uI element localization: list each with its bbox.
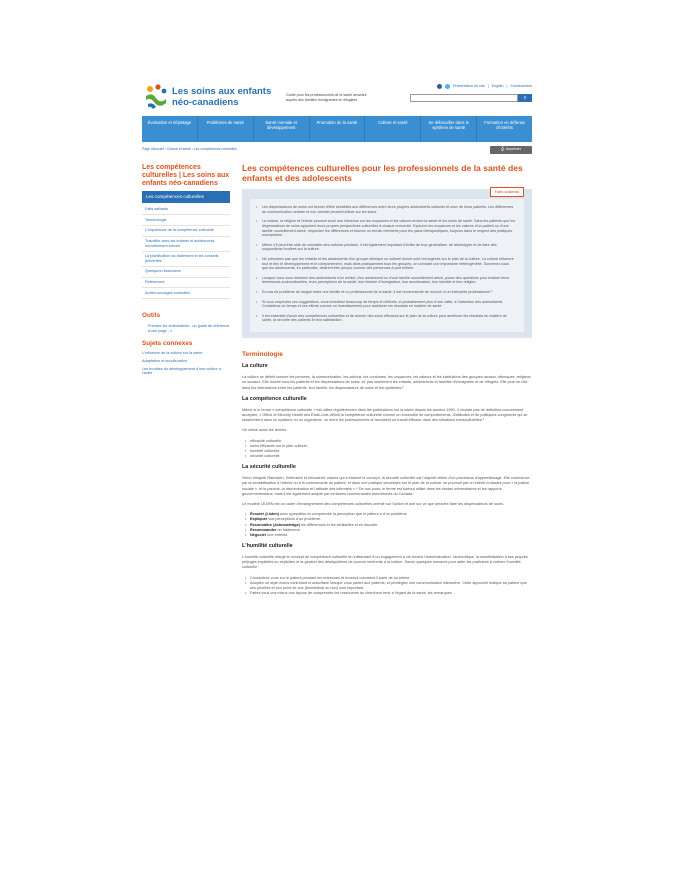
highlight-item: • La culture, la religion et l'ethnie peuvent avoir une influence sur les croyances et les valeurs envers la santé et les soins de santé. Sans les patients que les dispensateurs de soins apportent leurs propres perspectives culturelles à chaque rencontre. Explorez les croyances et les valeurs d'un patient ou d'une famille nouvellement arrivé, respectez les différences et trouvez un terrain d'entente pour les plans thérapeutiques, toujours dans le respect des pratiques exemplaires. [262, 219, 516, 237]
related-link-culture-health[interactable]: L'influence de la culture sur la santé [142, 351, 203, 356]
list-item [250, 533, 532, 538]
site-logo-text[interactable] [172, 86, 271, 108]
page [142, 80, 532, 596]
highlight-item: • En cas de problème de langue entre une famille et un professionnel de la santé, il est recommandé de recourir à un interprète professionnel.¹ [262, 290, 516, 295]
sidebar-item-highlights[interactable]: Faits saillants [142, 205, 230, 216]
sidebar-item-resources[interactable]: Quelques ressources [142, 267, 230, 278]
highlight-item: • Ne présumez pas que les enfants et les adolescents d'un groupe ethnique ou culturel donné sont homogènes sur le plan de la culture. La culture influence tout et lien le développement et le comportement, mais dans pratiquement tous les groupes, on constate une importante hétérogénéité. Souvenez-vous que les adolescents, en particulier, désirent être perçus comme des personnes à part entière. [262, 257, 516, 271]
competence-heading: La compétence culturelle [242, 395, 307, 402]
nav-item-culture-health[interactable]: Culture et santé [365, 116, 421, 142]
list-item: • Adoptez un style moins contrôlant et autoritaire lorsque vous parlez aux patients, et privilégiez une communication interactive. Cette approche indique au patient que ses priorités et son point de vue (biomédical ou non) sont important. [250, 581, 532, 591]
print-label: Imprimer [506, 147, 522, 152]
terminology-heading: Terminologie [242, 350, 283, 358]
search-button[interactable] [518, 94, 532, 102]
competence-paragraph: Même si le terme « compétence culturelle » est utilisé régulièrement dans les publications sur la santé depuis les années 1990, il n'existe pas de définition couramment acceptée. L'Office of Minority Health des États-Unis définit la compétence culturelle comme un ensemble de comportements, d'attitudes et de politiques congruents qui se rassemblent dans un système ou un organisme, ou entre les professionnels et favorisent un travail efficace dans des situations transculturelles.³ [242, 407, 528, 423]
nav-item-health-promotion[interactable]: Promotion de la santé [310, 116, 366, 142]
learn-value: vos perceptions d'un problème. [267, 517, 322, 522]
english-link[interactable]: English [491, 84, 504, 88]
logo-line-2: néo-canadiens [172, 97, 239, 108]
separator: | [487, 84, 489, 88]
related-link-acculturation[interactable]: Adaptation et acculturation [142, 359, 187, 364]
humility-heading: L'humilité culturelle [242, 543, 293, 550]
sidebar [142, 164, 230, 376]
separator: | [506, 84, 508, 88]
facebook-icon[interactable] [437, 84, 442, 89]
search-icon: ⚲ [523, 95, 527, 101]
sidebar-item-importance[interactable]: L'importance de la compétence culturelle [142, 226, 230, 237]
tools-heading: Outils [142, 311, 161, 319]
sidebar-item-treatment-planning[interactable]: La planification du traitement et les conseils préventifs [142, 252, 230, 267]
humility-list [250, 576, 532, 597]
nav-item-advocacy[interactable]: Formation en défense d'intérêts [484, 120, 525, 130]
print-button[interactable] [490, 146, 532, 154]
safety-heading: La sécurité culturelle [242, 464, 296, 471]
terms-intro: On utilise aussi les termes : [242, 428, 289, 433]
highlights-tab: Faits saillants [490, 187, 524, 197]
learn-value: une entente. [266, 532, 289, 537]
main-content [242, 164, 532, 601]
culture-paragraph: La culture se définit comme les pensées, la communication, les actions, les coutumes, les croyances, les valeurs et les institutions des groupes raciaux, ethniques, religieux ou sociaux. Elle touche tous les patients et les dispensateurs de soins, et, pas seulement les enfants, adolescents et familles d'immigrants et de réfugiés. Elle joue un rôle dans les interactions entre les patients, leur famille, les dispensateurs de soins et les systèmes.² [242, 375, 531, 390]
learn-list [250, 512, 532, 538]
search-input[interactable] [410, 94, 518, 102]
list-item: • efficacité culturelle, [250, 439, 532, 444]
learn-value: avec sympathie et comprendre la perception que le patient a d'un problème. [278, 512, 408, 517]
page-title: Les compétences culturelles pour les professionnels de la santé des enfants et des adolescents [242, 163, 523, 183]
learn-key: Recommander [250, 527, 277, 532]
twitter-icon[interactable] [445, 84, 450, 89]
about-site-link[interactable]: Présentation du site [452, 84, 485, 88]
highlights-box [242, 189, 532, 338]
site-header [142, 80, 532, 116]
sidebar-item-other-works[interactable]: Autres ouvrages consultés [142, 288, 230, 299]
learn-key: Expliquer [250, 517, 268, 522]
sidebar-links [142, 205, 230, 299]
highlights-list [250, 199, 524, 332]
nav-item-health-problems[interactable]: Problèmes de santé [198, 116, 254, 142]
list-item: • soins efficaces sur le plan culturel, [250, 444, 532, 449]
print-icon: ⎙ [500, 147, 505, 152]
learn-paragraph: Le modèle LEARN est un cadre d'enseignement des compétences culturelles orienté sur l'action et axé sur ce que peuvent faire les dispensateurs de soins. [242, 501, 504, 506]
list-item: • sécurité culturelle. [250, 454, 532, 459]
logo-line-1: Les soins aux enfants [172, 86, 272, 97]
related-heading: Sujets connexes [142, 340, 193, 348]
breadcrumb[interactable]: Page d'accueil › Culture et santé › Les compétences culturelles [142, 147, 237, 151]
humility-paragraph: L'humilité culturelle élargit le concept de compétence culturelle en s'attardant à un engagement à vie envers l'autoévaluation, l'autocritique, la sensibilisation à ses propres préjugés implicites ou explicites et la gestion des déséquilibres de pouvoir inhérents à la culture. Savoir quelques mesures pour aider les praticiens à cultiver l'humilité culturelle : [242, 555, 528, 570]
list-item: • humilité culturelle, [250, 449, 532, 454]
sidebar-item-working-with-newcomers[interactable]: Travailler avec les enfants et adolescents nouvellement arrivés [142, 237, 230, 252]
nav-item-evaluation[interactable]: Évaluation et dépistage [142, 116, 198, 142]
learn-key: Négocier [250, 532, 267, 537]
highlight-item: • Même s'il peut être utile de connaître des cultures précises, il est également important d'éviter de trop généraliser, de stéréotyper et de faire des suppositions fondées sur la culture. [262, 243, 516, 252]
nav-item-mental-health[interactable]: Santé mentale et développement [254, 116, 310, 142]
learn-key: Reconnaître (Acknowledge) [250, 522, 301, 527]
nav-item-health-system[interactable]: Se débrouiller dans le système de santé [421, 116, 477, 142]
list-item: • Faites vous vos mieux vos façons de comprendre les ressources du chercheur tenir à l'égard de la santé, les remarques [250, 591, 532, 596]
sidebar-item-active[interactable]: Les compétences culturelles [142, 191, 230, 202]
search-form [410, 94, 532, 102]
site-tagline: Guide pour les professionnels de la santé œuvrant auprès des familles immigrantes et réfugiées [286, 93, 367, 102]
learn-value: les différences et les similarités et en discuter. [300, 522, 379, 527]
sidebar-title: Les compétences culturelles | Les soins aux enfants néo-canadiens [142, 164, 230, 187]
related-link-development[interactable]: Les troubles du développement d'une culture à l'autre [142, 366, 221, 376]
utility-links [437, 84, 532, 89]
highlight-item: • Lorsque vous vous informez des antécédents d'un enfant, d'un adolescent ou d'une famille nouvellement arrivé, posez des questions pour évaluer leurs dimensions socioculturelles, leurs perceptions de la santé, leur histoire d'immigration, leur acculturation, leur identité et leur religion. [262, 276, 516, 285]
highlight-item: • Les dispensateurs de soins ont besoin d'être sensibles aux différences entre leurs propres antécédents culturels et ceux de leurs patients. Les différences de communication verbale et non verbale peuvent influer sur les soins. [262, 205, 516, 214]
safety-paragraph: Selon Irihapeti Ramsden, l'infirmière et éducatrice maorie qui a élaboré le concept, la sécurité culturelle est l'objectif ultime d'un processus d'apprentissage. Elle commence par la sensibilisation à l'ethnie ou à la communauté du patient, et dans une pratique sécuritaire sur le plan de la culture, se poursuit par un intérêt croissant pour « la justice sociale », et le pouvoir, la discrimination et l'attitude des infirmiers ».⁴ De nos jours, le terme est surtout utilisé dans les études universitaires et les rapports gouvernementaux, mais il est également adopté par certaines communautés autochtones du Canada. [242, 476, 530, 496]
culture-heading: La culture [242, 363, 268, 370]
list-item: • Concentrez-vous sur le patient pendant les entrevues et écoutez comment il parle de lui-même. [250, 576, 532, 581]
logo-icon[interactable] [144, 84, 168, 110]
tool-link-history-guide[interactable]: Prendre les antécédents : un guide de référence d'une page - 1 [148, 324, 230, 333]
highlight-item: • Il est essentiel d'avoir des compétences culturelles et de donner des soins efficaces sur le plan de la culture pour améliorer les résultats en matière de santé, la sécurité des patients et leur satisfaction. [262, 314, 516, 323]
sidebar-item-references[interactable]: Références [142, 278, 230, 289]
learn-key: Écouter (Listen) [250, 512, 279, 517]
highlight-item: • Si vous respectez ces suggestions, vous investirez beaucoup de temps et d'efforts, et probablement plus d'une visite, à l'obtention des antécédents. Considérez ce temps et ces efforts comme un investissement pour améliorer les résultats en matière de santé. [262, 300, 516, 309]
terms-list [250, 439, 532, 460]
sidebar-item-terminology[interactable]: Terminologie [142, 215, 230, 226]
contact-link[interactable]: Coordonnées [510, 84, 532, 88]
main-nav [142, 116, 532, 142]
learn-value: un traitement. [276, 527, 301, 532]
